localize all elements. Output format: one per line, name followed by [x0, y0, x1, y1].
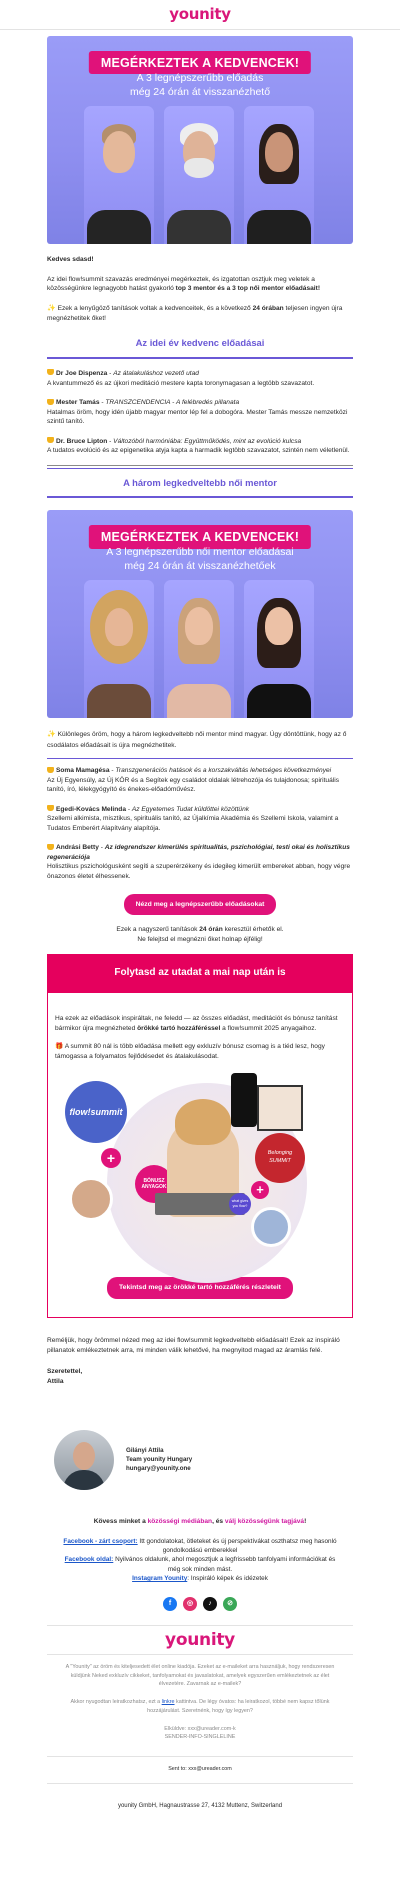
- instagram-icon[interactable]: ◎: [183, 1597, 197, 1611]
- gift-icon: 🎁: [55, 1043, 64, 1051]
- box-title: Folytasd az utadat a mai nap után is: [48, 955, 352, 994]
- flow-summit-logo: flow!summit: [65, 1081, 127, 1143]
- plus-icon: +: [251, 1181, 269, 1199]
- mentor-portrait-3: [244, 106, 314, 244]
- avatar: [54, 1430, 114, 1490]
- banner-line-2: még 24 órán át visszanézhetőek: [124, 560, 276, 573]
- section-title-women: A három legkedveltebb női mentor: [123, 476, 277, 488]
- greeting: Kedves sdasd!: [47, 256, 94, 263]
- tiktok-icon[interactable]: ♪: [203, 1597, 217, 1611]
- banner-badge: MEGÉRKEZTEK A KEDVENCEK!: [89, 525, 311, 548]
- sent-to: Sent to: xxx@ureader.com: [168, 1765, 232, 1772]
- footer-divider: [47, 1756, 353, 1757]
- mentor-portrait-4: [84, 580, 154, 718]
- hero-banner-mentors[interactable]: [47, 36, 353, 244]
- trophy-icon: [47, 399, 54, 405]
- trophy-icon: [47, 767, 54, 773]
- section-divider: [47, 758, 353, 759]
- women-item: Egedi-Kovács Melinda - Az Egyetemes Tudat küldöttei közöttünk Szellemi alkimista, misztikus, spirituális tanító, az Újalkímia Akadémia és Szellemi Iskola, valamint a Tudatos Emberért Alapítvány alapítója.: [47, 805, 339, 832]
- mentor-portrait-6: [244, 580, 314, 718]
- company-address: younity GmbH, Hagnaustrasse 27, 4132 Muttenz, Switzerland: [117, 1802, 283, 1809]
- top-divider: [0, 29, 400, 30]
- trophy-icon: [47, 369, 54, 375]
- section-divider: [47, 496, 353, 498]
- follow-line: Kövess minket a közösségi médiában, és válj közösségünk tagjává!: [93, 1518, 307, 1526]
- mentor-portrait-1: [84, 106, 154, 244]
- women-item: Andrási Betty - Az idegrendszer kimerülés spiritualitás, pszichológiai, testi okai és holisztikus regenerációja Holisztikus pszichológusként segíti a szuperérzékeny és idegileg kimerült embereket abban, hogy végre önazonos életet élhessenek.: [47, 844, 351, 881]
- speech-bubble: what gives you flow?: [229, 1193, 251, 1215]
- intro-paragraph: Az idei flow!summit szavazás eredményei megérkeztek, és izgatottan osztjuk meg veletek a közösségünkre legnagyobb hatást gyakorló top 3 mentor és a 3 top női mentor előadásait!: [47, 275, 321, 293]
- talk-item: Dr. Bruce Lipton - Változóból harmóniába: Együttműködés, mint az evolúció kulcsa A tudatos evolúció és az epigenetika atyja kapta a harmadik legtöbb szavazatot, szintén nem véletlenül.: [47, 437, 350, 455]
- banner-line-1: A 3 legnépszerűbb előadás: [136, 72, 264, 84]
- availability-note: Ezek a nagyszerű tanítások 24 órán keresztül érhetők el. Ne felejtsd el megnézni őket holnap éjfélig!: [116, 926, 284, 943]
- instagram-link[interactable]: Instagram Younity: [132, 1574, 188, 1582]
- banner-line-1: A 3 legnépszerűbb női mentor előadásai: [106, 546, 294, 559]
- talk-item: Dr Joe Dispenza - Az átalakuláshoz vezető utad A kvantummező és az újkori meditáció mestere kapta toronymagasan a legtöbb szavazatot.: [47, 369, 315, 387]
- banner-line-2: még 24 órán át visszanézhető: [129, 86, 271, 98]
- trophy-icon: [47, 844, 54, 850]
- signoff: Szeretettel, Attila: [47, 1368, 83, 1385]
- signature-name: Gilányi Attila: [126, 1446, 164, 1454]
- signature-block: [54, 1430, 400, 1490]
- signature-email[interactable]: hungary@younity.one: [126, 1464, 191, 1472]
- trophy-icon: [47, 805, 54, 811]
- women-intro: ✨ Különleges öröm, hogy a három legkedveltebb női mentor mind magyar. Úgy döntöttünk, hogy az ő csodálatos előadásait is újra megnézhetitek.: [47, 731, 347, 749]
- lifetime-access-button[interactable]: Tekintsd meg az örökké tartó hozzáférés részleteit: [107, 1277, 293, 1299]
- belonging-summit-badge: Belonging SUMMIT: [255, 1133, 305, 1183]
- signature-role: Team younity Hungary: [126, 1455, 193, 1463]
- section-divider: [47, 465, 353, 466]
- facebook-icon[interactable]: f: [163, 1597, 177, 1611]
- trophy-icon: [47, 437, 54, 443]
- facebook-page-link[interactable]: Facebook oldal:: [64, 1556, 114, 1564]
- social-icons: [0, 1597, 400, 1611]
- social-links-list: Facebook - zárt csoport: Itt gondolatokat, ötleteket és új perspektívákat oszthatsz meg hasonló gondolkodású emberekkel Facebook oldal: Nyilvános oldalunk, ahol megosztjuk a legfrissebb tanfolyami információkat és még sok minden mást. Instagram Younity: Inspiráló képek és idézetek: [63, 1537, 337, 1582]
- women-item: Soma Mamagésa - Transzgenerációs hatások és a korszakváltás lehetséges következményei Az Új Egyensúly, az Új KÖR és a Segítek egy családot oldalak létrehozója és tulajdonosa; spirituális tanító, író, lélekgyógyító és énekes-előadóművész.: [47, 767, 339, 794]
- footer-divider: [47, 1654, 353, 1655]
- facebook-group-link[interactable]: Facebook - zárt csoport:: [63, 1537, 138, 1545]
- social-media-link[interactable]: közösségi médiában: [147, 1518, 213, 1526]
- footer-divider: [47, 1783, 353, 1784]
- mentor-portrait-2: [164, 106, 234, 244]
- community-link[interactable]: válj közösségünk tagjává: [224, 1518, 305, 1526]
- closing-paragraph: Reméljük, hogy örömmel nézed meg az idei flow!summit legkedveltebb előadásait! Ezek az inspiráló pillanatok emlékeztetnek arra, mi minden válik lehetővé, ha megnyitod magad az áramlás felé.: [47, 1337, 340, 1354]
- mentor-portrait-5: [164, 580, 234, 718]
- section-divider: [47, 357, 353, 359]
- plus-icon: +: [101, 1148, 121, 1168]
- footer-text: A "Younity" az öröm és kiteljesedett élet online kiadója. Ezeket az e-maileket arra használjuk, hogy rendszeresen küldjünk Neked exkluzív cikkeket, tanfolyamokat és javaslatokat, amelyek egyszerűen emlékeztetnek az élet élvezetére. Zavarnak az e-mailek? Akkor nyugodtan leiratkozhatsz, ezt a linkre kattintva. De légy óvatos: ha leiratkozol, többé nem kapsz tőlünk hozzájárulást. Szeretnénk, hogy így legyen? Elküldve: xxx@ureader.com-k SENDER-INFO-SINGLELINE: [65, 1664, 335, 1741]
- talk-item: Mester Tamás - TRANSZCENDENCIA - A felébredés pillanata Hatalmas öröm, hogy idén újabb magyar mentor lép fel a dobogóra. Mester Tamás messze nemzetközi szintű tanító.: [47, 399, 348, 426]
- unsubscribe-link[interactable]: linkre: [161, 1699, 175, 1706]
- hero-banner-women[interactable]: [47, 510, 353, 718]
- box-paragraph-2: 🎁 A summit 80 nál is több előadása mellett egy exkluzív bónusz csomag is a tiéd lesz, hogy támogassa a folyamatos fejlődésedet és átalakulásodat.: [55, 1043, 325, 1060]
- brand-logo[interactable]: younity: [169, 4, 231, 23]
- bonus-badge: BÓNUSZ ANYAGOK: [135, 1165, 173, 1203]
- banner-badge: MEGÉRKEZTEK A KEDVENCEK!: [89, 51, 311, 74]
- link-icon[interactable]: ⊘: [223, 1597, 237, 1611]
- sparkle-icon: ✨: [47, 304, 56, 312]
- footer-logo[interactable]: younity: [165, 1629, 235, 1650]
- watch-talks-button[interactable]: Nézd meg a legnépszerűbb előadásokat: [124, 894, 277, 916]
- intro-paragraph-2: ✨ Ezek a lenyűgöző tanítások voltak a kedvenceitek, és a következő 24 órában teljesen ingyen újra megnézhetitek őket!: [47, 304, 343, 322]
- box-paragraph-1: Ha ezek az előadások inspiráltak, ne feledd — az összes előadást, meditációt és bónusz tanítást bármikor újra megnézheted örökké tartó hozzáféréssel a flow!summit 2025 anyagaihoz.: [55, 1015, 338, 1032]
- lifetime-access-box: [47, 954, 353, 1319]
- bonus-collage-image: [55, 1073, 345, 1273]
- section-title-talks: Az idei év kedvenc előadásai: [135, 337, 265, 349]
- sparkle-icon: ✨: [47, 731, 56, 739]
